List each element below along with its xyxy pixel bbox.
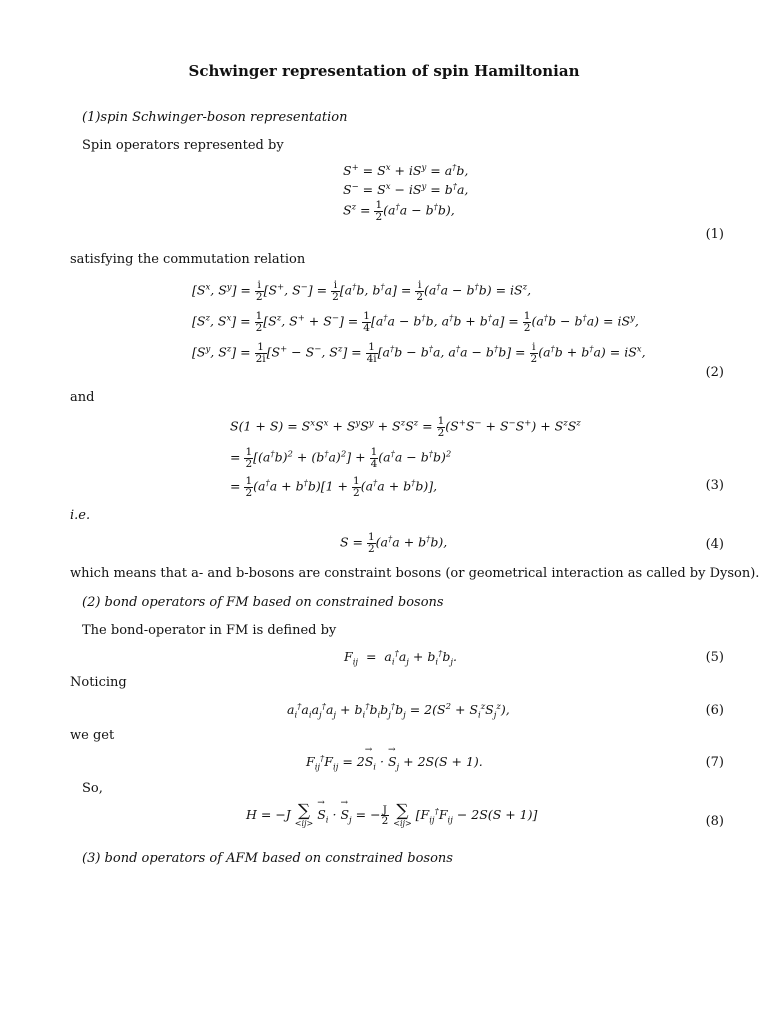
section-heading-2-text: (2) bond operators of FM based on constrained bosons: [82, 595, 444, 610]
paragraph-and: and: [70, 390, 95, 405]
equation-4: S = $\frac{1}{2}$ (a†a + b†b),: [340, 531, 448, 555]
section-heading-1: [82, 110, 348, 125]
equation-3-line-2: = $\frac{1}{2}$ $[(a^\dagger b)^2 + (b^\dagger a)^2]$ + $\frac{1}{4}$ $(a^\dagger a - b^\dagger b)^2$: [230, 446, 452, 470]
equation-2-line-2: [$S^z$, $S^x$] = $\frac{1}{2}$ [$S^z$, S+ + S−] = $\frac{1}{4}$ [a†a − b†b, a†b + b†a] = $\frac{1}{2}$ $(a^\dagger b - b^\dagger a) = iS^y$,: [192, 310, 639, 334]
equation-number-4: (4): [705, 537, 724, 552]
paragraph-noticing: Noticing: [70, 675, 127, 690]
equation-number-5: (5): [705, 650, 724, 665]
equation-1-line-2: $S^- = S^x - iS^y = b^\dagger a$,: [343, 182, 469, 198]
section-heading-2: [82, 595, 444, 610]
equation-number-7: (7): [705, 755, 724, 770]
paragraph-spin-operators: Spin operators represented by: [82, 138, 284, 153]
equation-2-line-1: [$S^x$, $S^y$] = $\frac{i}{2}$ [S+, S−] = $\frac{i}{2}$ [a†b, b†a] = $\frac{i}{2}$ $(a^\dagger a - b^\dagger b) = iS^z$,: [192, 279, 532, 303]
equation-number-8: (8): [705, 814, 724, 829]
equation-5: $F_{ij} = a_i^\dagger a_j + b_i^\dagger b_j$.: [344, 649, 457, 668]
equation-number-3: (3): [705, 478, 724, 493]
section-heading-3: [82, 851, 453, 866]
equation-7: $F_{ij}^\dagger F_{ij} = 2\to S_i$ · → $S_j + 2S(S + 1)$.: [306, 754, 483, 773]
equation-1-line-3: $S^z$ = $\frac{1}{2}$ (a†a − b†b),: [343, 199, 455, 223]
equation-number-1: (1): [705, 227, 724, 242]
equation-8-hamiltonian: H = −J ∑ <ij> → $S_i$ · → $S_j$ = − $\frac{J}{2}$ ∑ <ij> $[F_{ij}^\dagger F_{ij} - 2S(S + 1)]$: [246, 803, 537, 828]
equation-number-2: (2): [705, 365, 724, 380]
equation-number-6: (6): [705, 703, 724, 718]
paragraph-we-get: we get: [70, 728, 115, 743]
section-heading-3-text: (3) bond operators of AFM based on constrained bosons: [82, 851, 453, 866]
equation-1-line-1: $S^+ = S^x + iS^y = a^\dagger b$,: [343, 163, 469, 179]
paragraph-commutation: satisfying the commutation relation: [70, 252, 306, 267]
paper-title: Schwinger representation of spin Hamiltonian: [188, 62, 580, 80]
equation-3-line-1: $S(1 + S) = S^xS^x + S^yS^y + S^zS^z$ = $\frac{1}{2}$ $(S^+S^- + S^-S^+) + S^zS^z$: [230, 415, 581, 439]
equation-6: $a_i^\dagger a_ia_j^\dagger a_j + b_i^\dagger b_ib_j^\dagger b_j = 2(S^2 + S_i^zS_j^z)$,: [287, 702, 510, 721]
paragraph-bond-operator: The bond-operator in FM is defined by: [82, 623, 337, 638]
paragraph-constraint-bosons: which means that a- and b-bosons are constraint bosons (or geometrical interaction as called by Dyson).: [70, 566, 760, 581]
equation-3-line-3: = $\frac{1}{2}$ (a†a + b†b)[1 + $\frac{1}{2}$ (a†a + b†b)],: [230, 475, 438, 499]
equation-2-line-3: [$S^y$, $S^z$] = $\frac{1}{2i}$ [S+ − S−, $S^z$] = $\frac{1}{4i}$ [a†b − b†a, a†a − b†b] = $\frac{i}{2}$ $(a^\dagger b + b^\dagger a) = iS^x$,: [192, 341, 646, 365]
paragraph-ie: i.e.: [70, 508, 91, 523]
paragraph-so: So,: [82, 781, 103, 796]
section-heading-1-text: (1)spin Schwinger-boson representation: [82, 110, 348, 125]
